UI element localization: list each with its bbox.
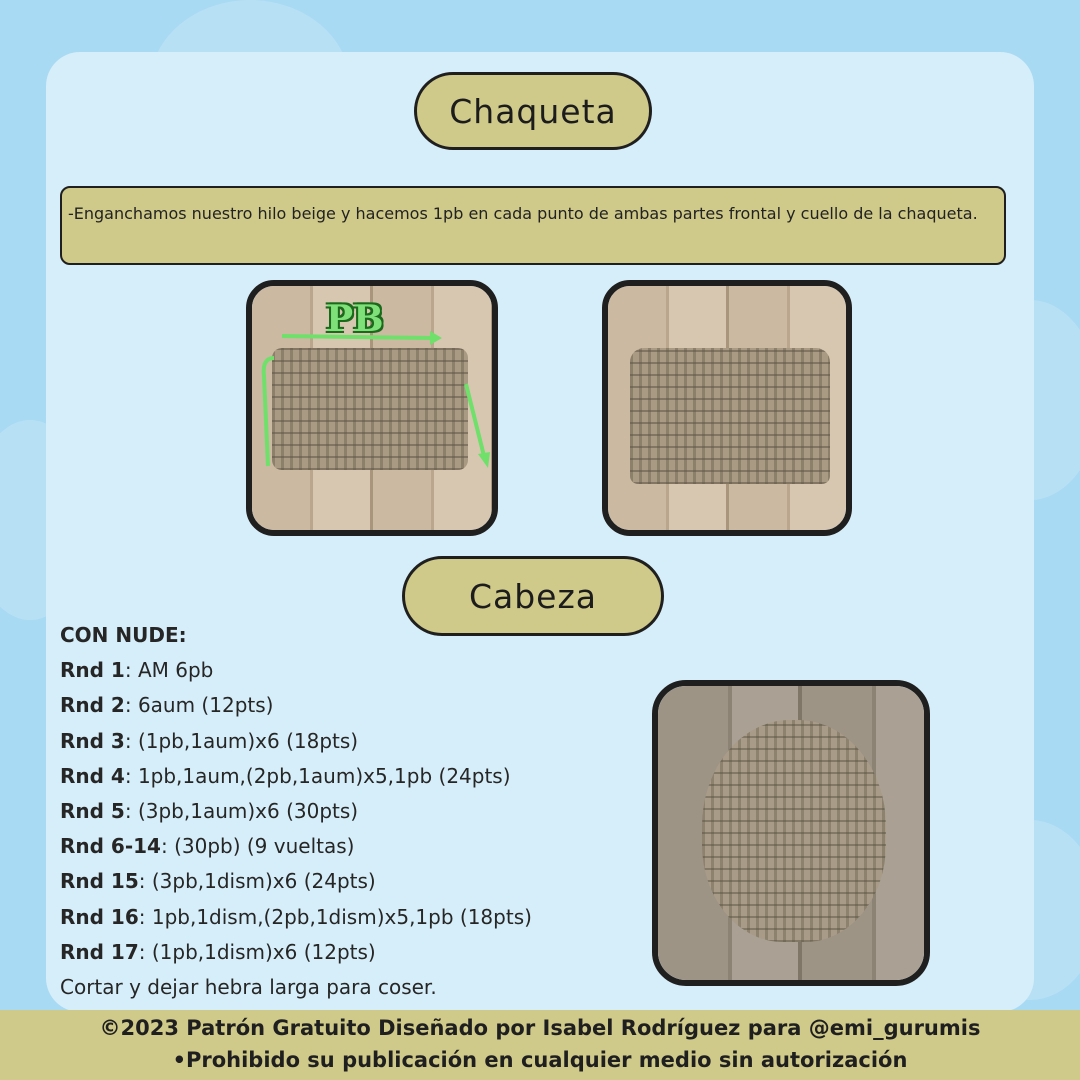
pattern-round: Rnd 16: 1pb,1dism,(2pb,1dism)x5,1pb (18pts) xyxy=(60,904,532,929)
pattern-round: Rnd 4: 1pb,1aum,(2pb,1aum)x5,1pb (24pts) xyxy=(60,763,511,788)
section-title-text: Chaqueta xyxy=(449,91,617,131)
pattern-header: CON NUDE: xyxy=(60,623,187,647)
footer-notice: •Prohibido su publicación en cualquier medio sin autorización xyxy=(172,1048,908,1072)
footer-banner xyxy=(0,1010,1080,1080)
jacket-instruction-box xyxy=(60,186,1006,265)
pattern-round: Rnd 17: (1pb,1dism)x6 (12pts) xyxy=(60,939,376,964)
pattern-round: Rnd 5: (3pb,1aum)x6 (30pts) xyxy=(60,799,359,824)
knitted-head xyxy=(702,720,886,942)
knitted-piece xyxy=(630,348,830,484)
footer-copyright: ©2023 Patrón Gratuito Diseñado por Isabel Rodríguez para @emi_gurumis xyxy=(99,1016,981,1040)
pattern-round: Rnd 15: (3pb,1dism)x6 (24pts) xyxy=(60,869,376,894)
jacket-instruction-text: -Enganchamos nuestro hilo beige y hacemos 1pb en cada punto de ambas partes frontal y cuello de la chaqueta. xyxy=(68,204,978,223)
section-title-text: Cabeza xyxy=(468,576,598,616)
section-title-jacket xyxy=(414,72,652,150)
pattern-round: Rnd 1: AM 6pb xyxy=(60,658,214,683)
pattern-round: Rnd 2: 6aum (12pts) xyxy=(60,693,274,718)
head-photo xyxy=(652,680,930,986)
jacket-photo-collar xyxy=(602,280,852,536)
pattern-closing: Cortar y dejar hebra larga para coser. xyxy=(60,975,437,1000)
photo-label-pb: PB xyxy=(326,298,384,340)
pattern-round: Rnd 3: (1pb,1aum)x6 (18pts) xyxy=(60,728,359,753)
pattern-round: Rnd 6-14: (30pb) (9 vueltas) xyxy=(60,834,355,859)
head-pattern xyxy=(60,618,620,1005)
